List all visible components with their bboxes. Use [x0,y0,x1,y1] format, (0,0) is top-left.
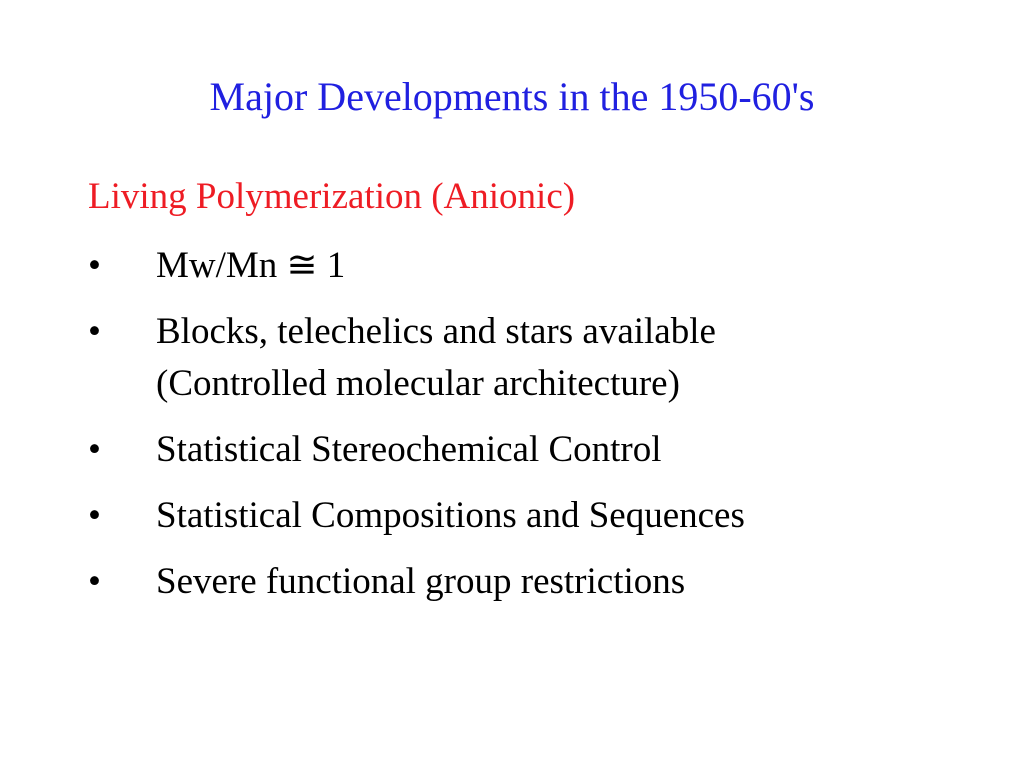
bullet-icon: • [88,561,101,602]
slide-subtitle: Living Polymerization (Anionic) [88,176,576,217]
bullet-list [88,240,988,622]
bullet-text: Statistical Compositions and Sequences [156,495,745,536]
bullet-text: Statistical Stereochemical Control [156,429,662,470]
bullet-icon: • [88,245,101,286]
bullet-icon: • [88,429,101,470]
bullet-text: (Controlled molecular architecture) [156,363,680,404]
bullet-item [88,490,988,542]
bullet-icon: • [88,311,101,352]
bullet-text: Severe functional group restrictions [156,561,686,602]
bullet-item [88,306,988,410]
bullet-text: Blocks, telechelics and stars available [156,311,716,352]
bullet-text: Mw/Mn ≅ 1 [156,245,346,286]
bullet-item [88,240,988,292]
slide-title: Major Developments in the 1950-60's [209,74,815,119]
bullet-item [88,424,988,476]
bullet-icon: • [88,495,101,536]
bullet-item [88,556,988,608]
